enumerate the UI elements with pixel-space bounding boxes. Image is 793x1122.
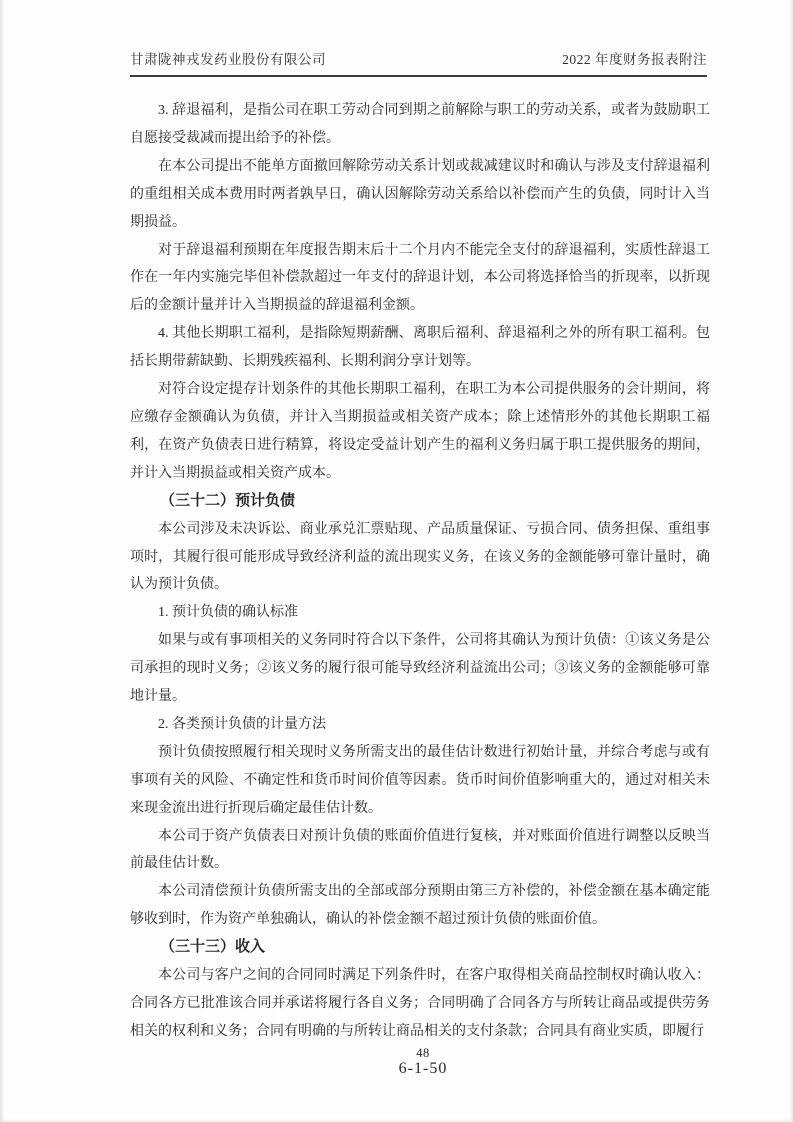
scan-edge-left xyxy=(0,0,5,1122)
paragraph: 预计负债按照履行相关现时义务所需支出的最佳估计数进行初始计量，并综合考虑与或有事项有关的风险、不确定性和货币时间价值等因素。货币时间价值影响重大的，通过对相关未来现金流出进行折现后确定最佳估计数。 xyxy=(130,744,710,816)
paragraph: 本公司与客户之间的合同同时满足下列条件时，在客户取得相关商品控制权时确认收入：合同各方已批准该合同并承诺将履行各自义务；合同明确了合同各方与所转让商品或提供劳务相关的权利和义务；合同有明确的与所转让商品相关的支付条款；合同具有商业实质，即履行 xyxy=(130,968,710,1039)
page-number: 48 xyxy=(416,1046,430,1060)
paragraph: 在本公司提出不能单方面撤回解除劳动关系计划或裁减建议时和确认与涉及支付辞退福利的重组相关成本费用时两者孰早日，确认因解除劳动关系给以补偿而产生的负债，同时计入当期损益。 xyxy=(130,158,710,230)
header-doc-title: 2022 年度财务报表附注 xyxy=(562,52,707,67)
paragraph: 本公司清偿预计负债所需支出的全部或部分预期由第三方补偿的，补偿金额在基本确定能够收到时，作为资产单独确认，确认的补偿金额不超过预计负债的账面价值。 xyxy=(130,884,710,928)
document-body xyxy=(130,97,710,1046)
page-header xyxy=(130,48,707,77)
paragraph: 4. 其他长期职工福利，是指除短期薪酬、离职后福利、辞退福利之外的所有职工福利。包括长期带薪缺勤、长期残疾福利、长期利润分享计划等。 xyxy=(130,326,710,370)
paragraph: 本公司于资产负债表日对预计负债的账面价值进行复核，并对账面价值进行调整以反映当前最佳估计数。 xyxy=(130,828,710,872)
section-heading: （三十三）收入 xyxy=(160,939,266,956)
paragraph: 对于辞退福利预期在年度报告期末后十二个月内不能完全支付的辞退福利，实质性辞退工作在一年内实施完毕但补偿款超过一年支付的辞退计划，本公司将选择恰当的折现率，以折现后的金额计量并计入当期损益的辞退福利金额。 xyxy=(130,242,710,314)
page-code: 6-1-50 xyxy=(398,1060,448,1077)
paragraph: 3. 辞退福利，是指公司在职工劳动合同到期之前解除与职工的劳动关系，或者为鼓励职工自愿接受裁减而提出给予的补偿。 xyxy=(130,103,710,146)
page-footer xyxy=(399,1046,448,1078)
paragraph: 1. 预计负债的确认标准 xyxy=(158,605,298,621)
scan-edge-right xyxy=(789,0,793,1122)
section-heading: （三十二）预计负债 xyxy=(160,492,296,509)
paragraph: 对符合设定提存计划条件的其他长期职工福利，在职工为本公司提供服务的会计期间，将应缴存金额确认为负债，并计入当期损益或相关资产成本；除上述情形外的其他长期职工福利，在资产负债表日进行精算，将设定受益计划产生的福利义务归属于职工提供服务的期间，并计入当期损益或相关资产成本。 xyxy=(130,382,710,481)
paragraph: 本公司涉及未决诉讼、商业承兑汇票贴现、产品质量保证、亏损合同、债务担保、重组事项时，其履行很可能形成导致经济利益的流出现实义务，在该义务的金额能够可靠计量时，确认为预计负债。 xyxy=(130,521,710,593)
paragraph: 如果与或有事项相关的义务同时符合以下条件，公司将其确认为预计负债：①该义务是公司承担的现时义务；②该义务的履行很可能导致经济利益流出公司；③该义务的金额能够可靠地计量。 xyxy=(130,633,710,705)
header-company-name: 甘肃陇神戎发药业股份有限公司 xyxy=(130,52,326,67)
paragraph: 2. 各类预计负债的计量方法 xyxy=(158,716,326,732)
